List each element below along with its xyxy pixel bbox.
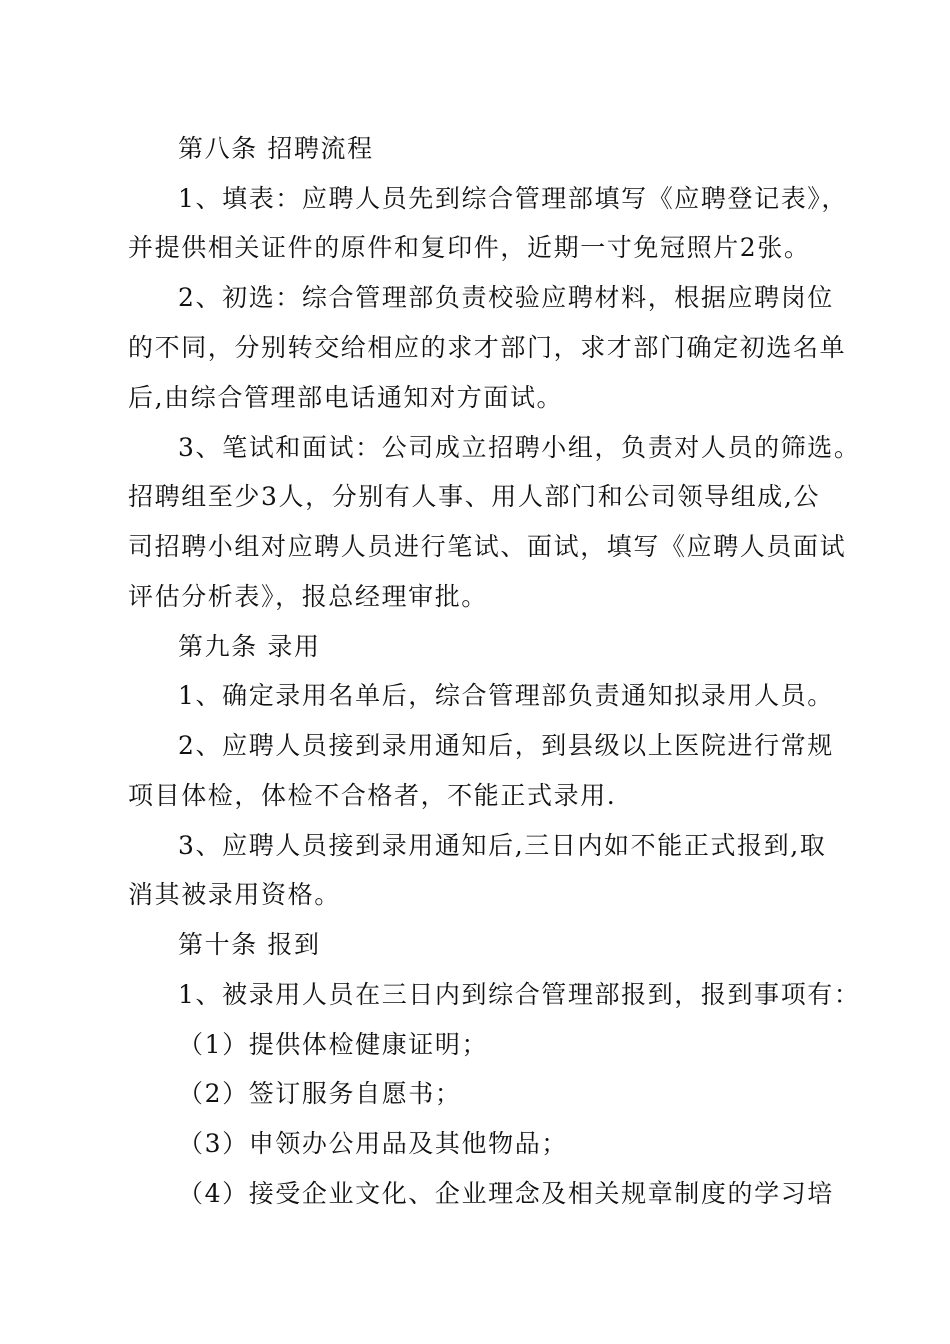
paragraph-line: 司招聘小组对应聘人员进行笔试、面试，填写《应聘人员面试 — [128, 532, 847, 561]
list-item: （3）申领办公用品及其他物品； — [178, 1129, 568, 1158]
section-heading-article-9: 第九条 录用 — [178, 632, 321, 661]
list-item: （2）签订服务自愿书； — [178, 1079, 462, 1108]
paragraph-line: 2、应聘人员接到录用通知后，到县级以上医院进行常规 — [178, 731, 834, 760]
paragraph-line: 评估分析表》，报总经理审批。 — [128, 582, 488, 611]
paragraph-line: 并提供相关证件的原件和复印件，近期一寸免冠照片2张。 — [128, 233, 811, 262]
paragraph-line: 招聘组至少3人，分别有人事、用人部门和公司领导组成,公 — [128, 482, 821, 511]
list-item: （4）接受企业文化、企业理念及相关规章制度的学习培 — [178, 1179, 834, 1208]
paragraph-line: 1、填表：应聘人员先到综合管理部填写《应聘登记表》， — [178, 184, 849, 213]
paragraph-line: 3、应聘人员接到录用通知后,三日内如不能正式报到,取 — [178, 831, 827, 860]
paragraph-line: 1、确定录用名单后，综合管理部负责通知拟录用人员。 — [178, 681, 834, 710]
paragraph-line: 后,由综合管理部电话通知对方面试。 — [128, 383, 564, 412]
paragraph-line: 3、笔试和面试：公司成立招聘小组，负责对人员的筛选。 — [178, 433, 861, 462]
paragraph-line: 1、被录用人员在三日内到综合管理部报到，报到事项有： — [178, 980, 861, 1009]
section-heading-article-10: 第十条 报到 — [178, 930, 321, 959]
paragraph-line: 的不同，分别转交给相应的求才部门，求才部门确定初选名单 — [128, 333, 847, 362]
list-item: （1）提供体检健康证明； — [178, 1030, 489, 1059]
section-heading-article-8: 第八条 招聘流程 — [178, 134, 374, 163]
paragraph-line: 2、初选：综合管理部负责校验应聘材料，根据应聘岗位 — [178, 283, 834, 312]
paragraph-line: 项目体检，体检不合格者，不能正式录用. — [128, 781, 617, 810]
paragraph-line: 消其被录用资格。 — [128, 880, 341, 909]
